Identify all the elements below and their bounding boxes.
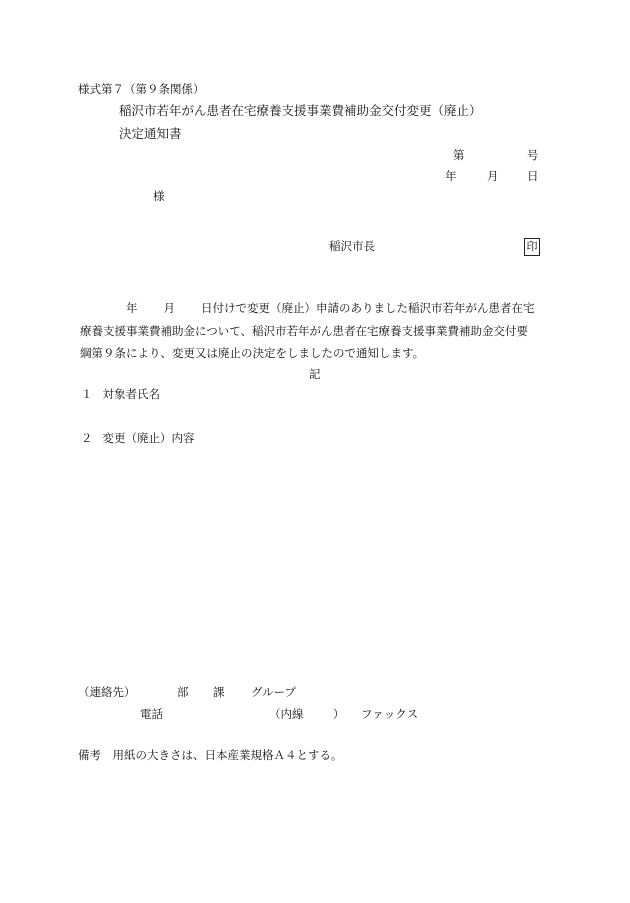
body-year: 年 [126, 301, 138, 315]
document-title-line1: 稲沢市若年がん患者在宅療養支援事業費補助金交付変更（廃止） [119, 103, 482, 118]
notice-body [80, 297, 550, 365]
body-line1-text: 日付けで変更（廃止）申請のありました稲沢市若年がん患者在宅 [201, 301, 535, 315]
contact-section: 課 [213, 685, 225, 699]
doc-date-year: 年 [445, 169, 457, 183]
item-2 [81, 432, 195, 446]
contact-label: （連絡先） [78, 685, 136, 699]
item-1 [81, 388, 160, 402]
contact-phone: 電話 [140, 707, 163, 721]
form-number: 様式第７（第９条関係） [78, 82, 205, 96]
remarks: 備考 用紙の大きさは、日本産業規格Ａ４とする。 [78, 748, 343, 762]
notice-body-line2: 療養支援事業費補助金について、稲沢市若年がん患者在宅療養支援事業費補助金交付要 [80, 323, 529, 338]
notice-body-line1 [80, 297, 550, 320]
seal-mark: 印 [524, 238, 540, 256]
notice-body-line3: 綱第９条により、変更又は廃止の決定をしましたので通知します。 [80, 346, 425, 360]
item-1-number: １ [81, 387, 93, 401]
contact-extension-close: ） [333, 707, 345, 721]
issuer-name: 稲沢市長 [329, 239, 375, 253]
doc-number-prefix: 第 [453, 148, 465, 162]
doc-date-day: 日 [527, 169, 539, 183]
item-2-label: 変更（廃止）内容 [102, 431, 195, 445]
contact-fax: ファックス [361, 707, 419, 721]
addressee-honorific: 様 [153, 189, 165, 203]
ki-heading: 記 [309, 367, 321, 381]
contact-department: 部 [177, 685, 189, 699]
doc-date-month: 月 [487, 169, 499, 183]
contact-group: グループ [251, 685, 297, 699]
item-2-number: ２ [81, 431, 93, 445]
document-title-line2: 決定通知書 [119, 126, 182, 141]
doc-number-suffix: 号 [527, 148, 539, 162]
body-month: 月 [163, 301, 175, 315]
contact-extension: （内線 [269, 707, 304, 721]
item-1-label: 対象者氏名 [102, 387, 160, 401]
